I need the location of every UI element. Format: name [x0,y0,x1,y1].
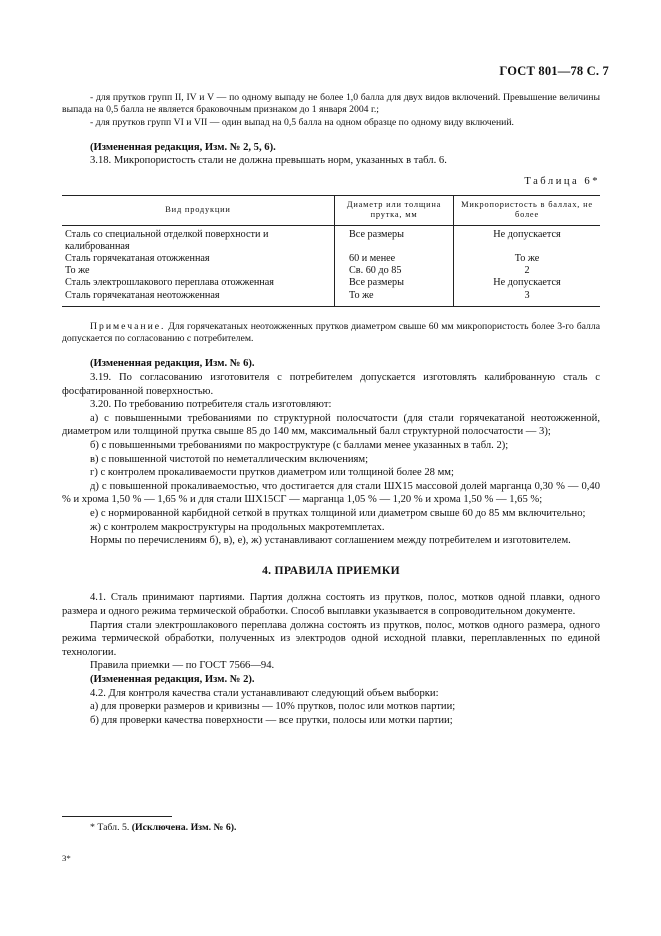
footnote [90,822,236,833]
table-row [62,277,600,289]
micro-porosity-table [62,195,600,307]
cell-product: Сталь горячекатаная отожженная [65,253,210,265]
page-header-title: ГОСТ 801—78 С. 7 [499,64,609,78]
list-item: б) для проверки качества поверхности — все прутки, полосы или мотки партии; [90,714,453,726]
cell-product: То же [65,265,90,277]
note-label: Примечание. [90,320,166,332]
table-header-diameter: Диаметр или толщина прутка, мм [335,195,454,225]
table-note [62,321,600,346]
cell-micro: Не допускается [454,225,601,253]
table-row [62,265,600,277]
clause-4-1: 4.1. Сталь принимают партиями. Партия должна состоять из прутков, полос, мотков одной плавки, одного размера и одного режима термической обработки. Способ выплавки указывается в сопроводительном документе. [62,592,600,617]
clause-4-2: 4.2. Для контроля качества стали устанавливают следующий объем выборки: [90,687,439,699]
table-row [62,253,600,265]
table-header-row [62,195,600,225]
cell-micro: 2 [454,265,601,277]
cell-product: Сталь со специальной отделкой поверхности и калиброванная [65,228,269,252]
clause-3-19: 3.19. По согласованию изготовителя с потребителем допускается изготовлять калиброванную сталь с фосфатированной поверхностью. [62,372,600,397]
list-item: а) с повышенными требованиями по структурной полосчатости (для стали горячекатаной неотожженной, диаметром или толщиной прутка свыше 85 до 140 мм, максимальный балл структурной полосчатости — 3); [62,412,600,438]
cell-diameter: То же [335,290,454,307]
clause-3-20: 3.20. По требованию потребителя сталь изготовляют: [90,399,332,411]
list-item: б) с повышенными требованиями по макроструктуре (с баллами менее указанных в табл. 2); [90,440,509,452]
list-item: а) для проверки размеров и кривизны — 10% прутков, полос или мотков партии; [90,701,456,713]
section-title: 4. ПРАВИЛА ПРИЕМКИ [262,563,400,577]
table-header-product: Вид продукции [62,195,335,225]
list-item: ж) с контролем макроструктуры на продольных макротемплетах. [90,521,385,533]
list-item: г) с контролем прокаливаемости прутков диаметром или толщиной более 28 мм; [90,467,454,479]
footnote-divider [62,816,172,817]
cell-micro: 3 [454,290,601,307]
footnote-prefix: * Табл. 5. [90,822,132,833]
cell-product: Сталь электрошлакового переплава отожженная [65,277,274,289]
edit-note-1: (Измененная редакция, Изм. № 2, 5, 6). [90,141,276,153]
edit-note-3: (Измененная редакция, Изм. № 2). [90,673,255,685]
page-content [62,92,600,727]
cell-diameter: Св. 60 до 85 [335,265,454,277]
list-item: е) с нормированной карбидной сеткой в прутках толщиной или диаметром свыше 60 до 85 мм включительно; [90,508,586,520]
acceptance-rules: Правила приемки — по ГОСТ 7566—94. [90,660,275,672]
norms-paragraph: Нормы по перечислениям б), в), е), ж) устанавливают соглашением между потребителем и изготовителем. [90,535,571,547]
list-item: д) с повышенной прокаливаемостью, что достигается для стали ШХ15 массовой долей марганца 0,30 % — 0,40 % и хрома 1,50 % — 1,65 % и для стали ШХ15СГ — марганца 1,05 % — 1,20 % и хрома 1,50 % — 1,65 %; [62,480,600,506]
footnote-bold: (Исключена. Изм. № 6). [131,822,237,833]
page-mark: 3* [62,853,71,863]
cell-diameter: 60 и менее [335,253,454,265]
cell-micro: То же [454,253,601,265]
intro-line-2: - для прутков групп VI и VII — один выпад на 0,5 балла на одном образце по одному виду включений. [90,116,514,128]
table-header-micro: Микропористость в баллах, не более [454,195,601,225]
cell-product: Сталь горячекатаная неотожженная [62,290,335,307]
edit-note-2: (Измененная редакция, Изм. № 6). [90,358,255,370]
table-row [62,225,600,253]
intro-block [62,92,600,129]
clause-3-18: 3.18. Микропористость стали не должна превышать норм, указанных в табл. 6. [90,155,447,167]
clause-4-1-esr: Партия стали электрошлакового переплава должна состоять из прутков, полос, мотков одного размера, одного режима термической обработки, полученных из электродов одной исходной плавки, переплавленных по единой технологии. [62,619,600,658]
note-text: Для горячекатаных неотожженных прутков диаметром свыше 60 мм микропористость более 3-го балла допускается по согласованию с потребителем. [62,320,600,345]
table-caption: Таблица 6* [524,176,600,188]
cell-diameter: Все размеры [335,277,454,289]
cell-diameter: Все размеры [335,225,454,253]
list-item: в) с повышенной чистотой по неметаллическим включениям; [90,453,369,465]
table-row [62,290,600,307]
cell-micro: Не допускается [454,277,601,289]
intro-line-1: - для прутков групп II, IV и V — по одному выпаду не более 1,0 балла для двух видов включений. Превышение величины выпада на 0,5 балла не является браковочным признаком до 1 января 2004 г.; [62,92,600,116]
